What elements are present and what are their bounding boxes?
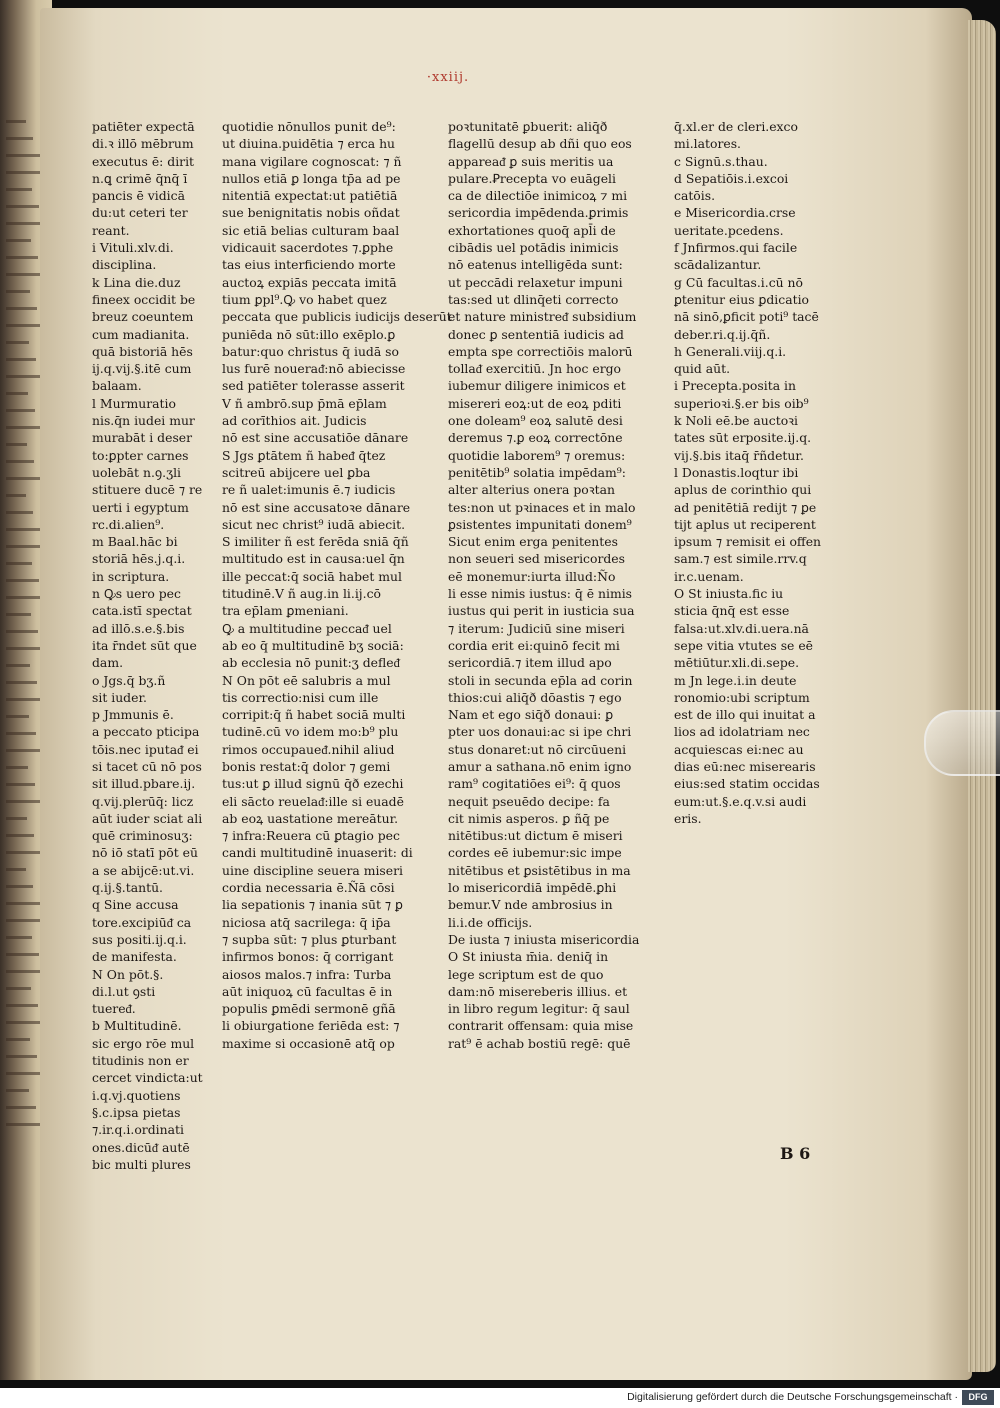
gloss-column-left bbox=[92, 118, 203, 1173]
facing-page-line bbox=[6, 664, 30, 667]
text-line: pancis ē vidicā bbox=[92, 188, 185, 204]
text-line: contrarit offensam: quia mise bbox=[448, 1018, 634, 1034]
text-line: lege scriptum est de quo bbox=[448, 966, 604, 982]
text-line: ꝑtenitur eius ꝑdicatio bbox=[674, 291, 810, 307]
text-line: cordes eē iubemur:sic impe bbox=[448, 845, 622, 861]
text-line: nequit pseuēdo decipe: fa bbox=[448, 793, 610, 809]
text-line: quotidie nōnullos punit de⁹: bbox=[222, 119, 396, 134]
text-line: ut diuina.puidētia ⁊ erca hu bbox=[222, 136, 396, 152]
text-line: l Murmuratio bbox=[92, 395, 176, 411]
text-line: di.l.ut ꝯsti bbox=[92, 983, 156, 999]
text-line: q̄.xl.er de cleri.exco bbox=[674, 119, 798, 134]
text-line: aūt iuder sciat ali bbox=[92, 810, 203, 826]
facing-page-line bbox=[6, 392, 28, 395]
facing-page-line bbox=[6, 205, 39, 208]
text-line: niciosa atq̄ sacrilega: q̄ ip̄a bbox=[222, 914, 391, 930]
text-line: pter uos donaui:ac si ipe chri bbox=[448, 724, 632, 740]
facing-page-line bbox=[6, 375, 43, 378]
text-line: lus furē noueraᵭ:nō abiecisse bbox=[222, 361, 406, 377]
facing-page-line bbox=[6, 341, 29, 344]
text-line: du:ut ceteri ter bbox=[92, 205, 188, 221]
text-line: ab eoꝝ uastatione mereātur. bbox=[222, 810, 399, 826]
text-line: De iusta ⁊ iniusta misericordia bbox=[448, 931, 640, 947]
facing-page-line bbox=[6, 851, 41, 854]
text-line: penitētib⁹ solatia impēdam⁹: bbox=[448, 464, 626, 480]
facing-page-line bbox=[6, 120, 26, 123]
text-line: reant. bbox=[92, 222, 130, 238]
text-line: ⁊ infra:Reuera cū ꝑtagio pec bbox=[222, 828, 400, 844]
text-line: k Lina die.duz bbox=[92, 274, 181, 290]
text-line: ca de dilectiōe inimicoꝝ ⁊ mi bbox=[448, 188, 628, 204]
facing-page-line bbox=[6, 307, 37, 310]
text-line: N On pōt eē salubris a mul bbox=[222, 672, 391, 688]
text-line: sic ergo rōe mul bbox=[92, 1035, 195, 1051]
text-line: ⁊.ir.q.i.ordinati bbox=[92, 1122, 184, 1138]
text-line: titudinē.V ñ aug.in li.ij.cō bbox=[222, 586, 381, 602]
text-line: lios ad idolatriam nec bbox=[674, 724, 810, 740]
facing-page-line bbox=[6, 902, 40, 905]
facing-page-line bbox=[6, 1038, 30, 1041]
text-line: poꝛtunitatē ꝑbuerit: aliq̄ð bbox=[448, 119, 608, 134]
text-line: ⁊ supba sūt: ⁊ plus ꝑturbant bbox=[222, 931, 397, 947]
footer-credit: Digitalisierung gefördert durch die Deutsche Forschungsgemeinschaft · bbox=[627, 1391, 958, 1403]
text-line: flagellū desup ab dñi quo eos bbox=[448, 136, 632, 152]
facing-page-line bbox=[6, 936, 32, 939]
page-clip bbox=[924, 710, 1000, 776]
text-line: non seueri sed misericordes bbox=[448, 551, 625, 567]
text-line: in libro regum legitur: q̄ saul bbox=[448, 1001, 630, 1017]
text-line: deremus ⁊.ꝑ eoꝝ correctōne bbox=[448, 430, 623, 446]
text-line: tore.excipiūᵭ ca bbox=[92, 914, 192, 930]
text-line: sericordia impēdenda.ꝑrimis bbox=[448, 205, 629, 221]
text-line: sicut nec christ⁹ iudā abiecit. bbox=[222, 516, 406, 532]
facing-page-line bbox=[6, 1004, 38, 1007]
text-line: nō est sine accusatoꝛe dānare bbox=[222, 499, 411, 515]
text-line: auctoꝝ expiās peccata imitā bbox=[222, 274, 397, 290]
facing-page-line bbox=[6, 749, 43, 752]
text-line: tas:sed ut dlinq̄eti correcto bbox=[448, 291, 619, 307]
text-line: alter alterius onera poꝛtan bbox=[448, 482, 615, 498]
text-line: bemur.V nde ambrosius in bbox=[448, 897, 613, 913]
text-line: h Generali.viij.q.i. bbox=[674, 343, 787, 359]
text-line: executus ē: dirit bbox=[92, 153, 195, 169]
facing-page-line bbox=[6, 817, 27, 820]
text-line: deber.ri.q.ij.q̄ñ. bbox=[674, 326, 771, 342]
text-line: mana vigilare cognoscat: ⁊ ñ bbox=[222, 153, 402, 169]
text-line: li esse nimis iustus: q̄ ē nimis bbox=[448, 586, 633, 602]
text-line: f Jnfirmos.qui facile bbox=[674, 240, 798, 256]
facing-page-line bbox=[6, 562, 32, 565]
facing-page-line bbox=[6, 426, 42, 429]
text-line: p Jmmunis ē. bbox=[92, 707, 174, 723]
text-line: dam. bbox=[92, 655, 124, 671]
facing-page-line bbox=[6, 1123, 43, 1126]
page-block-edge bbox=[968, 20, 996, 1372]
text-line: et nature ministreᵭ subsidium bbox=[448, 309, 637, 325]
text-line: i Vituli.xlv.di. bbox=[92, 240, 174, 256]
facing-page-line bbox=[6, 1106, 36, 1109]
text-line: superioꝛi.§.er bis oib⁹ bbox=[674, 395, 809, 411]
text-line: re ñ ualet:imunis ē.⁊ iudicis bbox=[222, 482, 396, 498]
text-line: V ñ ambrō.sup p̄mā ep̄lam bbox=[222, 395, 387, 411]
facing-page-line bbox=[6, 868, 26, 871]
text-line: ⁊ iterum: Judiciū sine miseri bbox=[448, 620, 625, 636]
text-line: ueritate.pcedens. bbox=[674, 222, 784, 238]
facing-page-line bbox=[6, 494, 26, 497]
text-line: nitētibus et ꝑsistētibus in ma bbox=[448, 862, 631, 878]
text-line: iubemur diligere inimicos et bbox=[448, 378, 626, 394]
text-line: cit nimis asperos. ꝑ ñq̄ pe bbox=[448, 810, 610, 826]
text-line: mētiūtur.xli.di.sepe. bbox=[674, 655, 800, 671]
text-line: S imiliter ñ est ferēda sniā q̄ñ bbox=[222, 534, 409, 550]
text-line: nitētibus:ut dictum ē miseri bbox=[448, 828, 623, 844]
text-line: quid aūt. bbox=[674, 361, 731, 377]
text-line: ram⁹ cogitatiōes ei⁹: q̄ quos bbox=[448, 776, 621, 792]
text-line: li.i.de officijs. bbox=[448, 914, 533, 930]
facing-page-line bbox=[6, 154, 40, 157]
facing-page-line bbox=[6, 766, 28, 769]
digitization-footer bbox=[0, 1388, 1000, 1408]
text-line: nō eatenus intelligēda sunt: bbox=[448, 257, 623, 273]
text-line: sit illud.pbare.ij. bbox=[92, 776, 196, 792]
text-line: scitreū abijcere uel ꝑba bbox=[222, 464, 371, 480]
text-line: dias eū:nec miserearis bbox=[674, 758, 816, 774]
text-line: ij.q.vij.§.itē cum bbox=[92, 361, 192, 377]
facing-page-line bbox=[6, 358, 36, 361]
text-line: tuereᵭ. bbox=[92, 1001, 136, 1017]
facing-page-line bbox=[6, 783, 35, 786]
text-line: murabāt i deser bbox=[92, 430, 193, 446]
text-line: puniēda nō sūt:illo exēplo.ꝑ bbox=[222, 326, 396, 342]
facing-page-line bbox=[6, 1089, 29, 1092]
text-line: populis ꝑmēdi sermonē gñā bbox=[222, 1001, 396, 1017]
text-line: batur:quo christus q̄ iudā so bbox=[222, 343, 399, 359]
text-line: m Baal.hāc bi bbox=[92, 534, 178, 550]
text-line: rat⁹ ē achab bostiū regē: quē bbox=[448, 1035, 631, 1051]
text-line: g Cū facultas.i.cū nō bbox=[674, 274, 803, 290]
text-line: §.c.ipsa pietas bbox=[92, 1104, 181, 1120]
facing-page-line bbox=[6, 1072, 44, 1075]
text-line: sericordiā.⁊ item illud apo bbox=[448, 655, 612, 671]
text-line: lia sepationis ⁊ inania sūt ⁊ ꝑ bbox=[222, 897, 403, 913]
facing-page-line bbox=[6, 681, 37, 684]
text-line: ronomio:ubi scriptum bbox=[674, 689, 810, 705]
text-line: storiā hēs.j.q.i. bbox=[92, 551, 186, 567]
text-line: empta spe correctiōis malorū bbox=[448, 343, 633, 359]
text-line: cordia necessaria ē.Ñā cōsi bbox=[222, 880, 395, 896]
facing-page-line bbox=[6, 715, 29, 718]
text-line: bic multi plures bbox=[92, 1156, 191, 1172]
facing-page-line bbox=[6, 256, 38, 259]
text-line: tes:non ut pꝛinaces et in malo bbox=[448, 499, 636, 515]
text-line: nullos etiā ꝑ longa tp̄a ad pe bbox=[222, 170, 401, 186]
facing-page-line bbox=[6, 460, 34, 463]
text-line: S Jgs ꝑtātem ñ habeᵭ q̄tez bbox=[222, 447, 386, 463]
facing-page-line bbox=[6, 324, 44, 327]
text-line: ab eo q̄ multitudinē bʒ sociā: bbox=[222, 637, 404, 653]
text-line: stoli in secunda ep̄la ad corin bbox=[448, 672, 633, 688]
text-line: pulare.Ꝑrecepta vo euāgeli bbox=[448, 170, 616, 186]
text-line: vidicauit sacerdotes ⁊.ꝑphe bbox=[222, 240, 394, 256]
text-line: stus donaret:ut nō circūueni bbox=[448, 741, 627, 757]
text-line: rc.di.alien⁹. bbox=[92, 516, 165, 532]
text-line: a se abijcē:ut.vi. bbox=[92, 862, 195, 878]
text-line: ut peccādi relaxetur impuni bbox=[448, 274, 623, 290]
text-line: di.ꝛ illō mēbrum bbox=[92, 136, 194, 152]
text-line: ad corīthios ait. Judicis bbox=[222, 413, 367, 429]
text-line: one doleam⁹ eoꝝ salutē desi bbox=[448, 413, 623, 429]
text-line: to:ꝑpter carnes bbox=[92, 447, 189, 463]
text-line: cibādis uel potādis inimicis bbox=[448, 240, 619, 256]
text-line: eli sācto reuelaᵭ:ille si euadē bbox=[222, 793, 404, 809]
text-line: d Sepatiōis.i.excoi bbox=[674, 170, 789, 186]
facing-page-line bbox=[6, 290, 30, 293]
text-line: tas eius interficiendo morte bbox=[222, 257, 396, 273]
text-line: vij.§.bis itaq̄ r̄ñdetur. bbox=[674, 447, 804, 463]
text-line: nō iō statī pōt eū bbox=[92, 845, 198, 861]
text-line: tōis.nec iputaᵭ ei bbox=[92, 741, 199, 757]
signature-mark: B 6 bbox=[780, 1144, 811, 1163]
facing-page-line bbox=[6, 188, 32, 191]
text-line: sam.⁊ est simile.rrv.q bbox=[674, 551, 807, 567]
text-line: quotidie laborem⁹ ⁊ oremus: bbox=[448, 447, 626, 463]
text-line: breuz coeuntem bbox=[92, 309, 194, 325]
folio-number: ·xxiij. bbox=[426, 70, 470, 85]
text-line: O St iniusta m̄ia. deniq̄ in bbox=[448, 949, 609, 965]
text-line: misereri eoꝝ:ut de eoꝝ pditi bbox=[448, 395, 622, 411]
text-line: nō est sine accusatiōe dānare bbox=[222, 430, 409, 446]
text-line: a peccato pticipa bbox=[92, 724, 200, 740]
text-line: uolebāt n.ꝯ.ʒli bbox=[92, 464, 182, 480]
text-line: tra ep̄lam ꝑmeniani. bbox=[222, 603, 349, 619]
main-text-column-2 bbox=[448, 118, 639, 1052]
text-line: aplus de corinthio qui bbox=[674, 482, 812, 498]
text-line: ipsum ⁊ remisit ei offen bbox=[674, 534, 822, 550]
text-line: titudinis non er bbox=[92, 1053, 189, 1069]
facing-page-line bbox=[6, 987, 31, 990]
text-line: i.q.vj.quotiens bbox=[92, 1087, 181, 1103]
text-line: ꝑsistentes impunitati donem⁹ bbox=[448, 516, 632, 532]
facing-page-line bbox=[6, 885, 33, 888]
text-line: thios:cui aliq̄ð dōastis ⁊ ego bbox=[448, 689, 622, 705]
text-line: k Noli eē.be auctoꝛi bbox=[674, 413, 799, 429]
facing-page-line bbox=[6, 630, 38, 633]
facing-page-line bbox=[6, 477, 41, 480]
text-line: appareaᵭ ꝑ suis meritis ua bbox=[448, 153, 614, 169]
text-line: sed patiēter tolerasse asserit bbox=[222, 378, 405, 394]
text-line: q.vij.plerūq̄: licz bbox=[92, 793, 194, 809]
text-line: cata.istī spectat bbox=[92, 603, 192, 619]
text-line: patiēter expectā bbox=[92, 119, 195, 134]
text-line: multitudo est in causa:uel q̄n bbox=[222, 551, 405, 567]
text-line: tollaᵭ exercitiū. Jn hoc ergo bbox=[448, 361, 622, 377]
text-line: bonis restat:q̄ dolor ⁊ gemi bbox=[222, 758, 391, 774]
text-line: nā sinō,ꝑficit poti⁹ tacē bbox=[674, 309, 819, 325]
text-line: si tacet cū nō pos bbox=[92, 758, 202, 774]
text-line: sus positi.ij.q.i. bbox=[92, 931, 187, 947]
text-line: tudinē.cū vo idem mo:b⁹ plu bbox=[222, 724, 399, 740]
text-line: ad illō.s.e.§.bis bbox=[92, 620, 185, 636]
text-line: tates sūt erposite.ij.q. bbox=[674, 430, 812, 446]
text-line: sepe vitia vtutes se eē bbox=[674, 637, 813, 653]
gloss-column-right bbox=[674, 118, 821, 827]
text-line: tijt aplus ut reciperent bbox=[674, 516, 816, 532]
text-line: maxime si occasionē atq̄ op bbox=[222, 1035, 395, 1051]
text-line: O St iniusta.fic iu bbox=[674, 586, 784, 602]
text-line: uerti i egyptum bbox=[92, 499, 189, 515]
text-line: i Precepta.posita in bbox=[674, 378, 796, 394]
text-line: uine discipline seuera miseri bbox=[222, 862, 404, 878]
text-line: l Donastis.loqtur ibi bbox=[674, 464, 799, 480]
text-line: Sicut enim erga penitentes bbox=[448, 534, 618, 550]
facing-page-line bbox=[6, 800, 42, 803]
facing-page-line bbox=[6, 613, 31, 616]
text-line: q Sine accusa bbox=[92, 897, 179, 913]
text-line: Ꝙ a multitudine peccaᵭ uel bbox=[222, 620, 392, 636]
text-line: tium ꝑpl⁹.Ꝙ vo habet quez bbox=[222, 291, 387, 307]
text-line: cum madianita. bbox=[92, 326, 190, 342]
facing-page-line bbox=[6, 528, 40, 531]
text-line: nitentiā expectat:ut patiētiā bbox=[222, 188, 398, 204]
dfg-logo: DFG bbox=[962, 1390, 994, 1405]
text-line: amur a sathana.nō enim igno bbox=[448, 758, 632, 774]
text-line: mi.latores. bbox=[674, 136, 741, 152]
facing-page-line bbox=[6, 409, 35, 412]
facing-page-line bbox=[6, 443, 27, 446]
text-line: ab ecclesia nō punit:ʒ defleᵭ bbox=[222, 655, 400, 671]
text-line: lo misericordiā impēdē.ꝑhi bbox=[448, 880, 617, 896]
text-line: infirmos bonos: q̄ corrigant bbox=[222, 949, 394, 965]
text-line: est de illo qui inuitat a bbox=[674, 707, 816, 723]
text-line: acquiescas ei:nec au bbox=[674, 741, 804, 757]
text-line: aiosos malos.⁊ infra: Turba bbox=[222, 966, 392, 982]
text-line: sit iuder. bbox=[92, 689, 147, 705]
text-line: quā bistoriā hēs bbox=[92, 343, 193, 359]
text-line: o Jgs.q̄ bʒ.ñ bbox=[92, 672, 166, 688]
text-line: N On pōt.§. bbox=[92, 966, 164, 982]
text-line: disciplina. bbox=[92, 257, 157, 273]
text-line: sue benignitatis nobis oñdat bbox=[222, 205, 400, 221]
text-line: sic etiā belias culturam baal bbox=[222, 222, 400, 238]
text-line: eris. bbox=[674, 810, 702, 826]
text-line: q.ij.§.tantū. bbox=[92, 880, 163, 896]
text-line: n.ꝗ crimē q̄nq̄ ī bbox=[92, 170, 188, 186]
facing-page-line bbox=[6, 953, 39, 956]
text-line: donec ꝑ sententiā iudicis ad bbox=[448, 326, 624, 342]
text-line: ille peccat:q̄ sociā habet mul bbox=[222, 568, 403, 584]
text-line: peccata que publicis iudicijs deserūt bbox=[222, 309, 452, 325]
text-line: cordia erit ei:quinō fecit mi bbox=[448, 637, 620, 653]
text-line: scādalizantur. bbox=[674, 257, 762, 273]
text-line: rimos occupaueᵭ.nihil aliud bbox=[222, 741, 395, 757]
text-line: falsa:ut.xlv.di.uera.nā bbox=[674, 620, 809, 636]
text-line: Nam et ego siq̄ð donaui: ꝑ bbox=[448, 707, 614, 723]
text-line: exhortationes quoq̄ apl̄i de bbox=[448, 222, 616, 238]
text-line: ita r̄ndet sūt que bbox=[92, 637, 197, 653]
text-line: in scriptura. bbox=[92, 568, 170, 584]
text-line: iustus qui perit in iusticia sua bbox=[448, 603, 635, 619]
facing-page-line bbox=[6, 698, 44, 701]
text-line: aūt iniquoꝝ cū facultas ē in bbox=[222, 983, 393, 999]
text-line: catōis. bbox=[674, 188, 716, 204]
facing-page-line bbox=[6, 137, 33, 140]
text-line: balaam. bbox=[92, 378, 142, 394]
main-text-column-1 bbox=[222, 118, 452, 1052]
text-line: quē criminosuʒ: bbox=[92, 828, 193, 844]
text-line: de manifesta. bbox=[92, 949, 177, 965]
text-line: stituere ducē ⁊ re bbox=[92, 482, 203, 498]
text-line: li obiurgatione feriēda est: ⁊ bbox=[222, 1018, 400, 1034]
text-line: cercet vindicta:ut bbox=[92, 1070, 203, 1086]
facing-page-line bbox=[6, 579, 39, 582]
text-line: n Ꝙs uero pec bbox=[92, 586, 181, 602]
text-line: corripit:q̄ ñ habet sociā multi bbox=[222, 707, 406, 723]
text-line: m Jn lege.i.in deute bbox=[674, 672, 797, 688]
text-line: candi multitudinē inuaserit: di bbox=[222, 845, 413, 861]
text-line: fineex occidit be bbox=[92, 291, 196, 307]
facing-page-line bbox=[6, 511, 33, 514]
text-line: ones.dicūᵭ autē bbox=[92, 1139, 190, 1155]
text-line: eē monemur:iurta illud:Ño bbox=[448, 568, 616, 584]
text-line: ir.c.uenam. bbox=[674, 568, 744, 584]
text-line: dam:nō misereberis illius. et bbox=[448, 983, 628, 999]
text-line: ad penitētiā redijt ⁊ ꝑe bbox=[674, 499, 817, 515]
text-line: c Signū.s.thau. bbox=[674, 153, 768, 169]
facing-page-line bbox=[6, 239, 31, 242]
text-line: b Multitudinē. bbox=[92, 1018, 182, 1034]
text-line: eum:ut.§.e.q.v.si audi bbox=[674, 793, 807, 809]
text-line: tus:ut ꝑ illud signū q̄ð ezechi bbox=[222, 776, 404, 792]
text-line: nis.q̄n iudei mur bbox=[92, 413, 195, 429]
text-line: eius:sed statim occidas bbox=[674, 776, 820, 792]
facing-page-line bbox=[6, 732, 36, 735]
text-line: e Misericordia.crse bbox=[674, 205, 796, 221]
text-line: sticia q̄nq̄ est esse bbox=[674, 603, 790, 619]
facing-page-line bbox=[6, 834, 34, 837]
facing-page-line bbox=[6, 1055, 37, 1058]
text-line: tis correctio:nisi cum ille bbox=[222, 689, 379, 705]
